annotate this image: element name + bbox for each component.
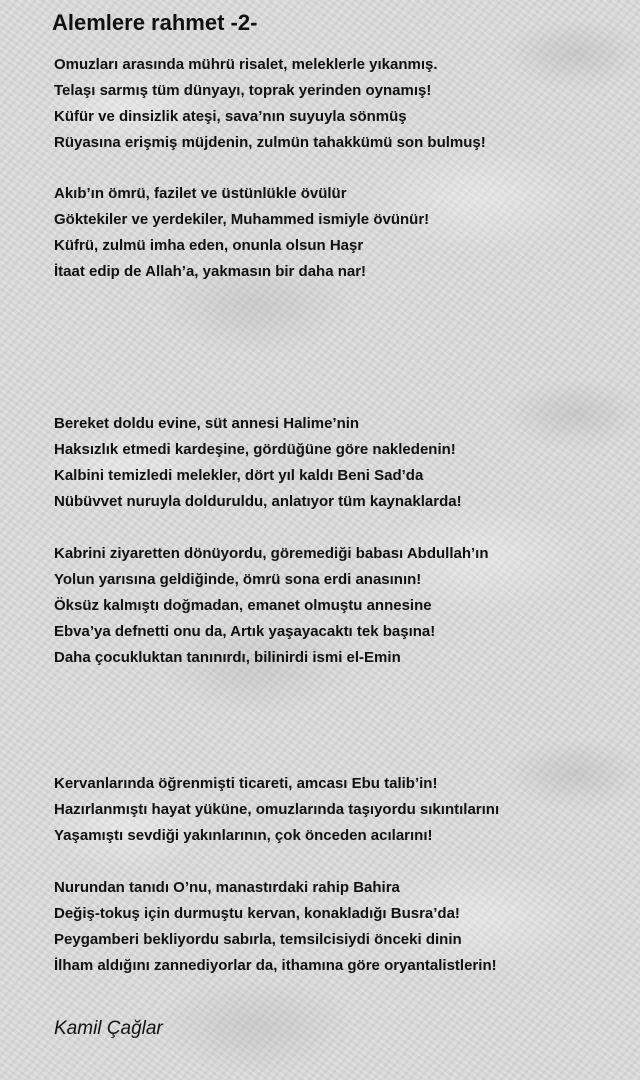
- poem-line: Nurundan tanıdı O’nu, manastırdaki rahip Bahira: [54, 879, 400, 896]
- stanza-2: [54, 181, 429, 285]
- poem-line: Nübüvvet nuruyla dolduruldu, anlatıyor tüm kaynaklarda!: [54, 493, 462, 510]
- poem-line: Omuzları arasında mührü risalet, meleklerle yıkanmış.: [54, 56, 438, 73]
- stanza-4: [54, 541, 489, 671]
- poem-line: Ebva’ya defnetti onu da, Artık yaşayacaktı tek başına!: [54, 623, 436, 640]
- stanza-5: [54, 771, 499, 849]
- stanza-1: [54, 52, 486, 156]
- poem-line: İlham aldığını zannediyorlar da, ithamına göre oryantalistlerin!: [54, 957, 497, 974]
- poem-line: Yolun yarısına geldiğinde, ömrü sona erdi anasının!: [54, 571, 422, 588]
- poem-line: Kervanlarında öğrenmişti ticareti, amcası Ebu talib’in!: [54, 775, 438, 792]
- poem-line: Akıb’ın ömrü, fazilet ve üstünlükle övülür: [54, 185, 347, 202]
- poem-line: Öksüz kalmıştı doğmadan, emanet olmuştu annesine: [54, 597, 432, 614]
- poem-line: Telaşı sarmış tüm dünyayı, toprak yerinden oynamış!: [54, 82, 432, 99]
- poem-line: Haksızlık etmedi kardeşine, gördüğüne göre nakledenin!: [54, 441, 456, 458]
- poem-author: Kamil Çağlar: [54, 1018, 163, 1039]
- poem-line: Yaşamıştı sevdiği yakınlarının, çok önceden acılarını!: [54, 827, 433, 844]
- stanza-3: [54, 411, 462, 515]
- stanza-6: [54, 875, 497, 979]
- poem-line: Küfrü, zulmü imha eden, onunla olsun Haşr: [54, 237, 364, 254]
- poem-line: Değiş-tokuş için durmuştu kervan, konakladığı Busra’da!: [54, 905, 460, 922]
- poem-title: Alemlere rahmet -2-: [52, 10, 258, 35]
- poem-line: Rüyasına erişmiş müjdenin, zulmün tahakkümü son bulmuş!: [54, 134, 486, 151]
- poem-line: Bereket doldu evine, süt annesi Halime’nin: [54, 415, 360, 432]
- poem-line: İtaat edip de Allah’a, yakmasın bir daha nar!: [54, 263, 367, 280]
- poem-line: Hazırlanmıştı hayat yüküne, omuzlarında taşıyordu sıkıntılarını: [54, 801, 500, 818]
- poem-line: Kalbini temizledi melekler, dört yıl kaldı Beni Sad’da: [54, 467, 424, 484]
- poem-line: Peygamberi bekliyordu sabırla, temsilcisiydi önceki dinin: [54, 931, 462, 948]
- poem-line: Daha çocukluktan tanınırdı, bilinirdi ismi el-Emin: [54, 649, 401, 666]
- poem-line: Küfür ve dinsizlik ateşi, sava’nın suyuyla sönmüş: [54, 108, 407, 125]
- poem-line: Kabrini ziyaretten dönüyordu, göremediği babası Abdullah’ın: [54, 545, 489, 562]
- poem-line: Göktekiler ve yerdekiler, Muhammed ismiyle övünür!: [54, 211, 430, 228]
